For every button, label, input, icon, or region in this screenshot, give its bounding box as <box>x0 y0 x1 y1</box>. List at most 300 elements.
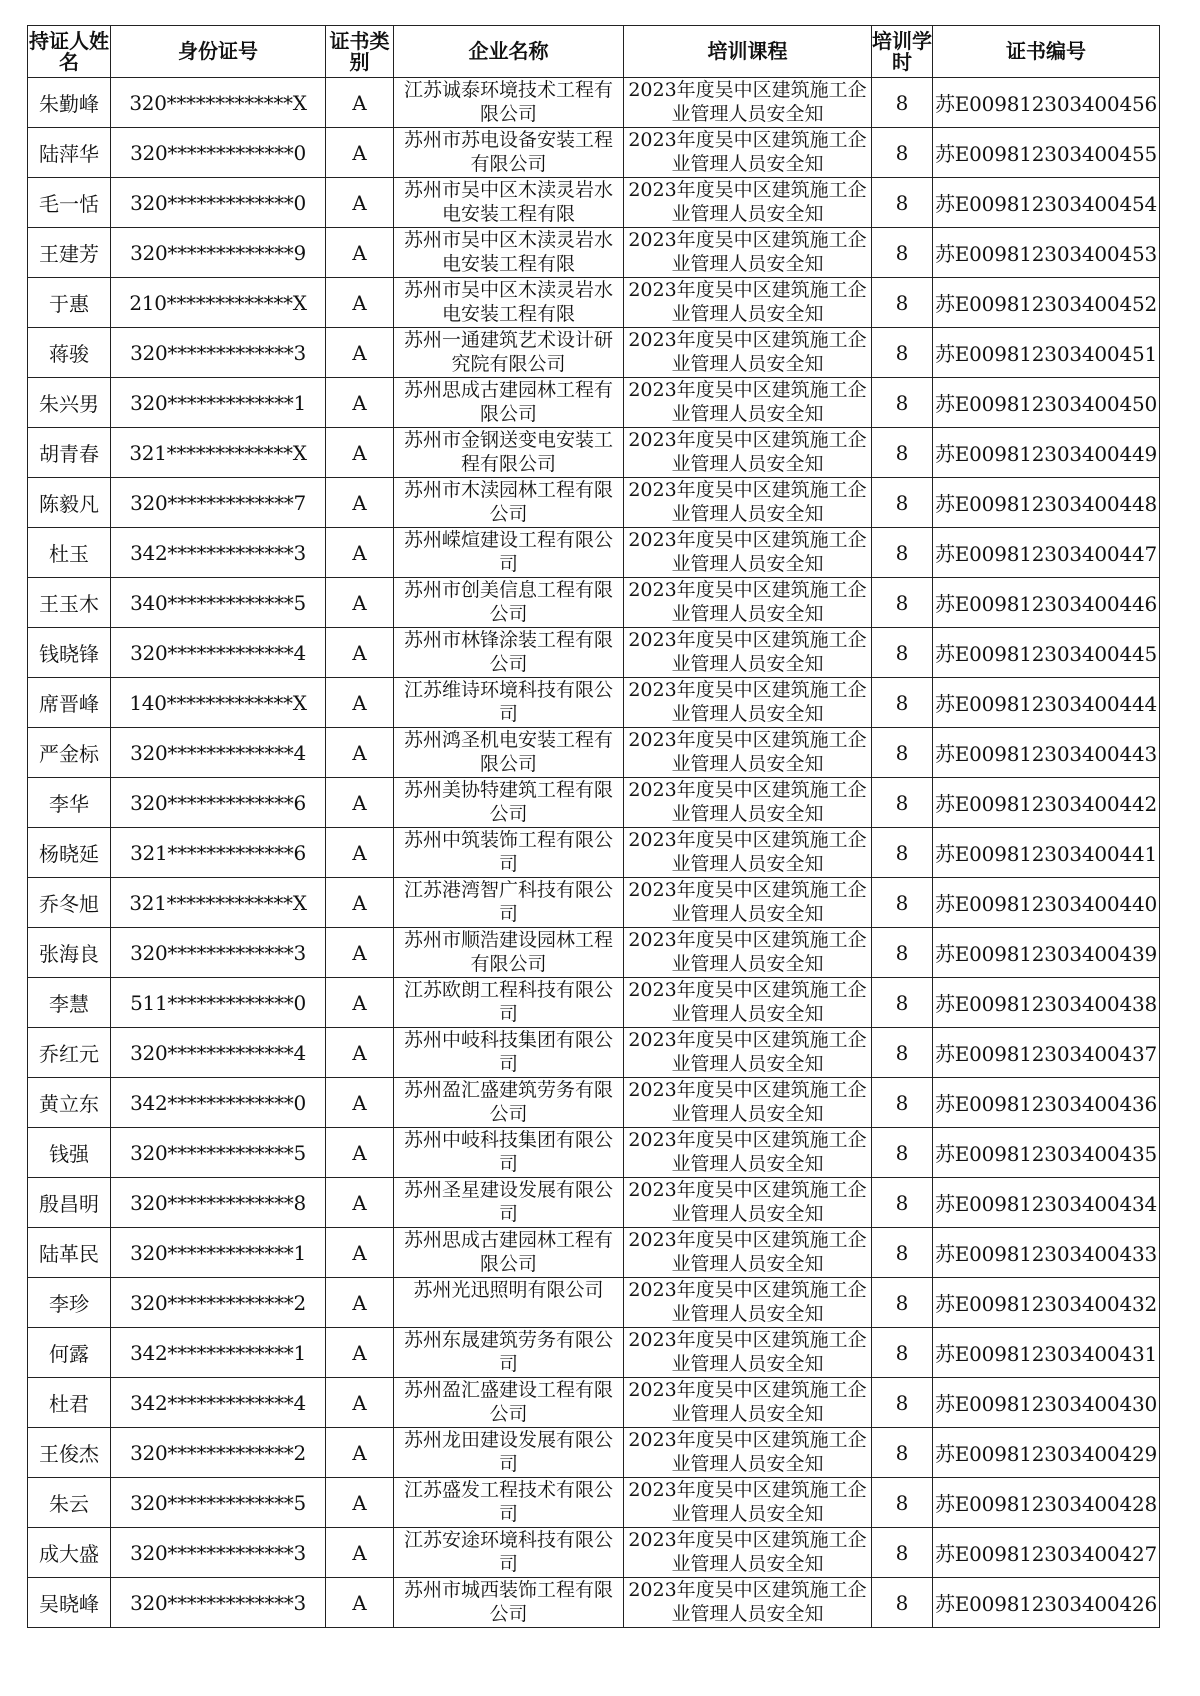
cert-number-cell: 苏E009812303400440 <box>933 878 1160 928</box>
cert-type-cell: A <box>326 478 394 528</box>
training-hours-cell: 8 <box>872 1528 933 1578</box>
training-course-cell-text: 2023年度吴中区建筑施工企业管理人员安全知 <box>628 1329 867 1375</box>
training-course-cell <box>624 978 872 1028</box>
company-name-cell-text: 苏州市城西装饰工程有限公司 <box>403 1579 613 1625</box>
company-name-cell-text: 苏州盈汇盛建设工程有限公司 <box>403 1379 613 1425</box>
header-cert-type: 证书类别 <box>326 26 394 78</box>
table-row <box>28 1428 1160 1478</box>
training-course-cell-text: 2023年度吴中区建筑施工企业管理人员安全知 <box>628 979 867 1025</box>
cert-type-cell: A <box>326 78 394 128</box>
company-name-cell <box>394 428 624 478</box>
company-name-cell-text: 苏州市吴中区木渎灵岩水电安装工程有限 <box>403 279 613 325</box>
table-row <box>28 678 1160 728</box>
id-number-cell: 320*************3 <box>111 1578 326 1628</box>
training-course-cell <box>624 928 872 978</box>
table-row <box>28 628 1160 678</box>
table-row <box>28 778 1160 828</box>
cert-number-cell: 苏E009812303400428 <box>933 1478 1160 1528</box>
training-hours-cell: 8 <box>872 1278 933 1328</box>
cert-type-cell: A <box>326 1328 394 1378</box>
holder-name-cell: 王俊杰 <box>28 1428 111 1478</box>
training-course-cell-text: 2023年度吴中区建筑施工企业管理人员安全知 <box>628 1079 867 1125</box>
company-name-cell-text: 苏州龙田建设发展有限公司 <box>403 1429 613 1475</box>
training-course-cell-text: 2023年度吴中区建筑施工企业管理人员安全知 <box>628 679 867 725</box>
table-row <box>28 1528 1160 1578</box>
id-number-cell: 321*************X <box>111 878 326 928</box>
company-name-cell-text: 苏州中岐科技集团有限公司 <box>403 1129 613 1175</box>
cert-type-cell: A <box>326 978 394 1028</box>
training-hours-cell: 8 <box>872 1128 933 1178</box>
cert-number-cell: 苏E009812303400427 <box>933 1528 1160 1578</box>
training-hours-cell: 8 <box>872 1178 933 1228</box>
company-name-cell-text: 江苏维诗环境科技有限公司 <box>403 679 613 725</box>
table-row <box>28 278 1160 328</box>
table-row <box>28 1328 1160 1378</box>
training-course-cell <box>624 428 872 478</box>
company-name-cell-text: 苏州市创美信息工程有限公司 <box>403 579 613 625</box>
cert-number-cell: 苏E009812303400453 <box>933 228 1160 278</box>
training-hours-cell: 8 <box>872 1428 933 1478</box>
cert-number-cell: 苏E009812303400451 <box>933 328 1160 378</box>
training-course-cell-text: 2023年度吴中区建筑施工企业管理人员安全知 <box>628 1029 867 1075</box>
company-name-cell <box>394 1078 624 1128</box>
table-header <box>28 26 1160 78</box>
company-name-cell-text: 苏州中岐科技集团有限公司 <box>403 1029 613 1075</box>
company-name-cell-text: 苏州思成古建园林工程有限公司 <box>403 379 613 425</box>
company-name-cell <box>394 478 624 528</box>
company-name-cell-text: 苏州市顺浩建设园林工程有限公司 <box>403 929 613 975</box>
cert-number-cell: 苏E009812303400452 <box>933 278 1160 328</box>
id-number-cell: 320*************8 <box>111 1178 326 1228</box>
company-name-cell <box>394 1378 624 1428</box>
cert-number-cell: 苏E009812303400426 <box>933 1578 1160 1628</box>
id-number-cell: 320*************2 <box>111 1278 326 1328</box>
training-hours-cell: 8 <box>872 728 933 778</box>
table-row <box>28 128 1160 178</box>
cert-type-cell: A <box>326 528 394 578</box>
header-holder-name: 持证人姓名 <box>28 26 111 78</box>
cert-type-cell: A <box>326 1228 394 1278</box>
training-hours-cell: 8 <box>872 1028 933 1078</box>
training-course-cell <box>624 678 872 728</box>
training-course-cell-text: 2023年度吴中区建筑施工企业管理人员安全知 <box>628 879 867 925</box>
cert-number-cell: 苏E009812303400442 <box>933 778 1160 828</box>
cert-number-cell: 苏E009812303400444 <box>933 678 1160 728</box>
header-cert-number: 证书编号 <box>933 26 1160 78</box>
company-name-cell-text: 苏州市吴中区木渎灵岩水电安装工程有限 <box>403 229 613 275</box>
company-name-cell <box>394 1228 624 1278</box>
cert-type-cell: A <box>326 178 394 228</box>
holder-name-cell: 杨晓延 <box>28 828 111 878</box>
training-course-cell <box>624 1028 872 1078</box>
cert-number-cell: 苏E009812303400435 <box>933 1128 1160 1178</box>
training-hours-cell: 8 <box>872 628 933 678</box>
training-course-cell <box>624 1178 872 1228</box>
training-course-cell <box>624 378 872 428</box>
cert-type-cell: A <box>326 1528 394 1578</box>
cert-type-cell: A <box>326 928 394 978</box>
company-name-cell-text: 苏州光迅照明有限公司 <box>413 1279 604 1301</box>
company-name-cell-text: 苏州市苏电设备安装工程有限公司 <box>403 129 613 175</box>
company-name-cell-text: 苏州思成古建园林工程有限公司 <box>403 1229 613 1275</box>
table-row <box>28 1028 1160 1078</box>
cert-number-cell: 苏E009812303400439 <box>933 928 1160 978</box>
cert-type-cell: A <box>326 328 394 378</box>
cert-number-cell: 苏E009812303400434 <box>933 1178 1160 1228</box>
company-name-cell-text: 江苏盛发工程技术有限公司 <box>403 1479 613 1525</box>
company-name-cell <box>394 1428 624 1478</box>
training-hours-cell: 8 <box>872 378 933 428</box>
training-course-cell <box>624 1078 872 1128</box>
id-number-cell: 320*************9 <box>111 228 326 278</box>
holder-name-cell: 李华 <box>28 778 111 828</box>
company-name-cell <box>394 828 624 878</box>
id-number-cell: 320*************X <box>111 78 326 128</box>
holder-name-cell: 吴晓峰 <box>28 1578 111 1628</box>
training-course-cell <box>624 278 872 328</box>
cert-number-cell: 苏E009812303400433 <box>933 1228 1160 1278</box>
training-course-cell-text: 2023年度吴中区建筑施工企业管理人员安全知 <box>628 479 867 525</box>
training-course-cell-text: 2023年度吴中区建筑施工企业管理人员安全知 <box>628 929 867 975</box>
id-number-cell: 320*************4 <box>111 628 326 678</box>
cert-number-cell: 苏E009812303400432 <box>933 1278 1160 1328</box>
training-course-cell <box>624 1278 872 1328</box>
cert-type-cell: A <box>326 628 394 678</box>
table-row <box>28 978 1160 1028</box>
cert-number-cell: 苏E009812303400445 <box>933 628 1160 678</box>
training-hours-cell: 8 <box>872 1228 933 1278</box>
header-row <box>28 26 1160 78</box>
company-name-cell <box>394 1528 624 1578</box>
id-number-cell: 320*************4 <box>111 728 326 778</box>
training-hours-cell: 8 <box>872 878 933 928</box>
id-number-cell: 340*************5 <box>111 578 326 628</box>
company-name-cell-text: 苏州鸿圣机电安装工程有限公司 <box>403 729 613 775</box>
training-hours-cell: 8 <box>872 178 933 228</box>
table-row <box>28 228 1160 278</box>
training-hours-cell: 8 <box>872 1478 933 1528</box>
holder-name-cell: 成大盛 <box>28 1528 111 1578</box>
training-course-cell <box>624 328 872 378</box>
cert-number-cell: 苏E009812303400441 <box>933 828 1160 878</box>
training-hours-cell: 8 <box>872 978 933 1028</box>
training-hours-cell: 8 <box>872 1078 933 1128</box>
company-name-cell <box>394 1278 624 1328</box>
cert-number-cell: 苏E009812303400436 <box>933 1078 1160 1128</box>
training-course-cell-text: 2023年度吴中区建筑施工企业管理人员安全知 <box>628 79 867 125</box>
company-name-cell-text: 苏州市吴中区木渎灵岩水电安装工程有限 <box>403 179 613 225</box>
training-hours-cell: 8 <box>872 478 933 528</box>
company-name-cell-text: 江苏港湾智广科技有限公司 <box>403 879 613 925</box>
training-course-cell <box>624 1378 872 1428</box>
training-course-cell-text: 2023年度吴中区建筑施工企业管理人员安全知 <box>628 429 867 475</box>
training-course-cell-text: 2023年度吴中区建筑施工企业管理人员安全知 <box>628 529 867 575</box>
training-hours-cell: 8 <box>872 1328 933 1378</box>
id-number-cell: 321*************6 <box>111 828 326 878</box>
training-course-cell <box>624 578 872 628</box>
id-number-cell: 140*************X <box>111 678 326 728</box>
training-course-cell-text: 2023年度吴中区建筑施工企业管理人员安全知 <box>628 1379 867 1425</box>
training-hours-cell: 8 <box>872 1578 933 1628</box>
id-number-cell: 320*************4 <box>111 1028 326 1078</box>
company-name-cell-text: 苏州一通建筑艺术设计研究院有限公司 <box>403 329 613 375</box>
company-name-cell <box>394 1578 624 1628</box>
training-course-cell <box>624 1528 872 1578</box>
company-name-cell <box>394 678 624 728</box>
header-company-name: 企业名称 <box>394 26 624 78</box>
company-name-cell <box>394 728 624 778</box>
table-row <box>28 828 1160 878</box>
cert-type-cell: A <box>326 1578 394 1628</box>
id-number-cell: 320*************3 <box>111 928 326 978</box>
holder-name-cell: 钱强 <box>28 1128 111 1178</box>
id-number-cell: 342*************1 <box>111 1328 326 1378</box>
cert-number-cell: 苏E009812303400429 <box>933 1428 1160 1478</box>
cert-type-cell: A <box>326 128 394 178</box>
company-name-cell <box>394 528 624 578</box>
training-course-cell-text: 2023年度吴中区建筑施工企业管理人员安全知 <box>628 829 867 875</box>
holder-name-cell: 杜君 <box>28 1378 111 1428</box>
training-course-cell-text: 2023年度吴中区建筑施工企业管理人员安全知 <box>628 779 867 825</box>
training-course-cell <box>624 1228 872 1278</box>
table-body <box>28 78 1160 1628</box>
cert-number-cell: 苏E009812303400438 <box>933 978 1160 1028</box>
cert-type-cell: A <box>326 1128 394 1178</box>
table-row <box>28 1378 1160 1428</box>
table-row <box>28 1178 1160 1228</box>
cert-number-cell: 苏E009812303400443 <box>933 728 1160 778</box>
table-row <box>28 578 1160 628</box>
holder-name-cell: 陆萍华 <box>28 128 111 178</box>
table-row <box>28 528 1160 578</box>
certificate-table <box>27 25 1160 1628</box>
training-course-cell <box>624 1428 872 1478</box>
company-name-cell <box>394 278 624 328</box>
training-hours-cell: 8 <box>872 328 933 378</box>
holder-name-cell: 张海良 <box>28 928 111 978</box>
company-name-cell <box>394 578 624 628</box>
cert-number-cell: 苏E009812303400448 <box>933 478 1160 528</box>
company-name-cell <box>394 628 624 678</box>
company-name-cell <box>394 78 624 128</box>
header-training-hours: 培训学时 <box>872 26 933 78</box>
cert-number-cell: 苏E009812303400450 <box>933 378 1160 428</box>
cert-type-cell: A <box>326 878 394 928</box>
training-course-cell-text: 2023年度吴中区建筑施工企业管理人员安全知 <box>628 1479 867 1525</box>
training-hours-cell: 8 <box>872 228 933 278</box>
header-id-number: 身份证号 <box>111 26 326 78</box>
cert-type-cell: A <box>326 778 394 828</box>
holder-name-cell: 钱晓锋 <box>28 628 111 678</box>
table-row <box>28 1478 1160 1528</box>
company-name-cell-text: 苏州中筑装饰工程有限公司 <box>403 829 613 875</box>
company-name-cell-text: 江苏安途环境科技有限公司 <box>403 1529 613 1575</box>
training-course-cell <box>624 828 872 878</box>
holder-name-cell: 殷昌明 <box>28 1178 111 1228</box>
company-name-cell <box>394 1478 624 1528</box>
holder-name-cell: 朱勤峰 <box>28 78 111 128</box>
training-course-cell <box>624 1328 872 1378</box>
company-name-cell <box>394 228 624 278</box>
training-course-cell <box>624 728 872 778</box>
training-course-cell-text: 2023年度吴中区建筑施工企业管理人员安全知 <box>628 129 867 175</box>
holder-name-cell: 王建芳 <box>28 228 111 278</box>
table-row <box>28 328 1160 378</box>
id-number-cell: 320*************7 <box>111 478 326 528</box>
cert-type-cell: A <box>326 228 394 278</box>
table-row <box>28 1578 1160 1628</box>
id-number-cell: 320*************2 <box>111 1428 326 1478</box>
company-name-cell-text: 江苏诚泰环境技术工程有限公司 <box>403 79 613 125</box>
training-course-cell <box>624 778 872 828</box>
header-training-course: 培训课程 <box>624 26 872 78</box>
company-name-cell <box>394 878 624 928</box>
company-name-cell <box>394 378 624 428</box>
id-number-cell: 320*************0 <box>111 128 326 178</box>
training-course-cell-text: 2023年度吴中区建筑施工企业管理人员安全知 <box>628 379 867 425</box>
cert-number-cell: 苏E009812303400449 <box>933 428 1160 478</box>
holder-name-cell: 陈毅凡 <box>28 478 111 528</box>
holder-name-cell: 李珍 <box>28 1278 111 1328</box>
id-number-cell: 342*************0 <box>111 1078 326 1128</box>
id-number-cell: 342*************4 <box>111 1378 326 1428</box>
training-course-cell <box>624 228 872 278</box>
id-number-cell: 320*************3 <box>111 328 326 378</box>
company-name-cell-text: 苏州市木渎园林工程有限公司 <box>403 479 613 525</box>
company-name-cell <box>394 1128 624 1178</box>
training-hours-cell: 8 <box>872 928 933 978</box>
holder-name-cell: 于惠 <box>28 278 111 328</box>
holder-name-cell: 王玉木 <box>28 578 111 628</box>
id-number-cell: 320*************6 <box>111 778 326 828</box>
company-name-cell <box>394 1178 624 1228</box>
training-course-cell-text: 2023年度吴中区建筑施工企业管理人员安全知 <box>628 1129 867 1175</box>
holder-name-cell: 毛一恬 <box>28 178 111 228</box>
cert-number-cell: 苏E009812303400456 <box>933 78 1160 128</box>
table-row <box>28 878 1160 928</box>
cert-type-cell: A <box>326 1378 394 1428</box>
training-course-cell-text: 2023年度吴中区建筑施工企业管理人员安全知 <box>628 1529 867 1575</box>
training-hours-cell: 8 <box>872 578 933 628</box>
id-number-cell: 320*************1 <box>111 1228 326 1278</box>
table-row <box>28 378 1160 428</box>
holder-name-cell: 乔红元 <box>28 1028 111 1078</box>
id-number-cell: 320*************3 <box>111 1528 326 1578</box>
id-number-cell: 320*************1 <box>111 378 326 428</box>
holder-name-cell: 朱云 <box>28 1478 111 1528</box>
holder-name-cell: 乔冬旭 <box>28 878 111 928</box>
company-name-cell-text: 苏州美协特建筑工程有限公司 <box>403 779 613 825</box>
training-course-cell <box>624 1478 872 1528</box>
cert-type-cell: A <box>326 728 394 778</box>
company-name-cell <box>394 328 624 378</box>
table-row <box>28 928 1160 978</box>
company-name-cell-text: 苏州盈汇盛建筑劳务有限公司 <box>403 1079 613 1125</box>
training-course-cell-text: 2023年度吴中区建筑施工企业管理人员安全知 <box>628 329 867 375</box>
training-course-cell <box>624 78 872 128</box>
training-course-cell <box>624 878 872 928</box>
id-number-cell: 320*************5 <box>111 1128 326 1178</box>
training-hours-cell: 8 <box>872 428 933 478</box>
company-name-cell <box>394 1328 624 1378</box>
training-course-cell-text: 2023年度吴中区建筑施工企业管理人员安全知 <box>628 729 867 775</box>
cert-type-cell: A <box>326 1428 394 1478</box>
training-course-cell-text: 2023年度吴中区建筑施工企业管理人员安全知 <box>628 1579 867 1625</box>
training-course-cell-text: 2023年度吴中区建筑施工企业管理人员安全知 <box>628 179 867 225</box>
holder-name-cell: 何露 <box>28 1328 111 1378</box>
training-course-cell <box>624 478 872 528</box>
table-row <box>28 1128 1160 1178</box>
training-hours-cell: 8 <box>872 528 933 578</box>
holder-name-cell: 杜玉 <box>28 528 111 578</box>
training-course-cell-text: 2023年度吴中区建筑施工企业管理人员安全知 <box>628 1179 867 1225</box>
id-number-cell: 320*************5 <box>111 1478 326 1528</box>
company-name-cell-text: 苏州圣星建设发展有限公司 <box>403 1179 613 1225</box>
id-number-cell: 210*************X <box>111 278 326 328</box>
training-course-cell <box>624 628 872 678</box>
id-number-cell: 320*************0 <box>111 178 326 228</box>
holder-name-cell: 蒋骏 <box>28 328 111 378</box>
table-row <box>28 428 1160 478</box>
id-number-cell: 511*************0 <box>111 978 326 1028</box>
id-number-cell: 342*************3 <box>111 528 326 578</box>
table-row <box>28 178 1160 228</box>
table-row <box>28 78 1160 128</box>
holder-name-cell: 陆革民 <box>28 1228 111 1278</box>
training-course-cell-text: 2023年度吴中区建筑施工企业管理人员安全知 <box>628 1279 867 1325</box>
training-course-cell-text: 2023年度吴中区建筑施工企业管理人员安全知 <box>628 1229 867 1275</box>
holder-name-cell: 严金标 <box>28 728 111 778</box>
cert-type-cell: A <box>326 828 394 878</box>
company-name-cell <box>394 1028 624 1078</box>
training-hours-cell: 8 <box>872 1378 933 1428</box>
company-name-cell <box>394 928 624 978</box>
cert-number-cell: 苏E009812303400430 <box>933 1378 1160 1428</box>
company-name-cell <box>394 178 624 228</box>
training-course-cell <box>624 128 872 178</box>
table-row <box>28 1228 1160 1278</box>
company-name-cell <box>394 778 624 828</box>
training-course-cell-text: 2023年度吴中区建筑施工企业管理人员安全知 <box>628 1429 867 1475</box>
table-row <box>28 478 1160 528</box>
training-course-cell <box>624 1578 872 1628</box>
company-name-cell-text: 苏州嵘煊建设工程有限公司 <box>403 529 613 575</box>
holder-name-cell: 席晋峰 <box>28 678 111 728</box>
holder-name-cell: 朱兴男 <box>28 378 111 428</box>
training-hours-cell: 8 <box>872 128 933 178</box>
training-hours-cell: 8 <box>872 828 933 878</box>
training-course-cell <box>624 1128 872 1178</box>
cert-type-cell: A <box>326 1478 394 1528</box>
cert-type-cell: A <box>326 678 394 728</box>
cert-type-cell: A <box>326 1278 394 1328</box>
training-hours-cell: 8 <box>872 278 933 328</box>
training-course-cell-text: 2023年度吴中区建筑施工企业管理人员安全知 <box>628 579 867 625</box>
cert-number-cell: 苏E009812303400455 <box>933 128 1160 178</box>
holder-name-cell: 胡青春 <box>28 428 111 478</box>
cert-type-cell: A <box>326 378 394 428</box>
company-name-cell-text: 苏州市林锋涂装工程有限公司 <box>403 629 613 675</box>
training-course-cell <box>624 178 872 228</box>
training-course-cell-text: 2023年度吴中区建筑施工企业管理人员安全知 <box>628 229 867 275</box>
company-name-cell <box>394 128 624 178</box>
cert-type-cell: A <box>326 578 394 628</box>
holder-name-cell: 李慧 <box>28 978 111 1028</box>
cert-number-cell: 苏E009812303400447 <box>933 528 1160 578</box>
cert-number-cell: 苏E009812303400454 <box>933 178 1160 228</box>
training-course-cell-text: 2023年度吴中区建筑施工企业管理人员安全知 <box>628 629 867 675</box>
company-name-cell-text: 江苏欧朗工程科技有限公司 <box>403 979 613 1025</box>
